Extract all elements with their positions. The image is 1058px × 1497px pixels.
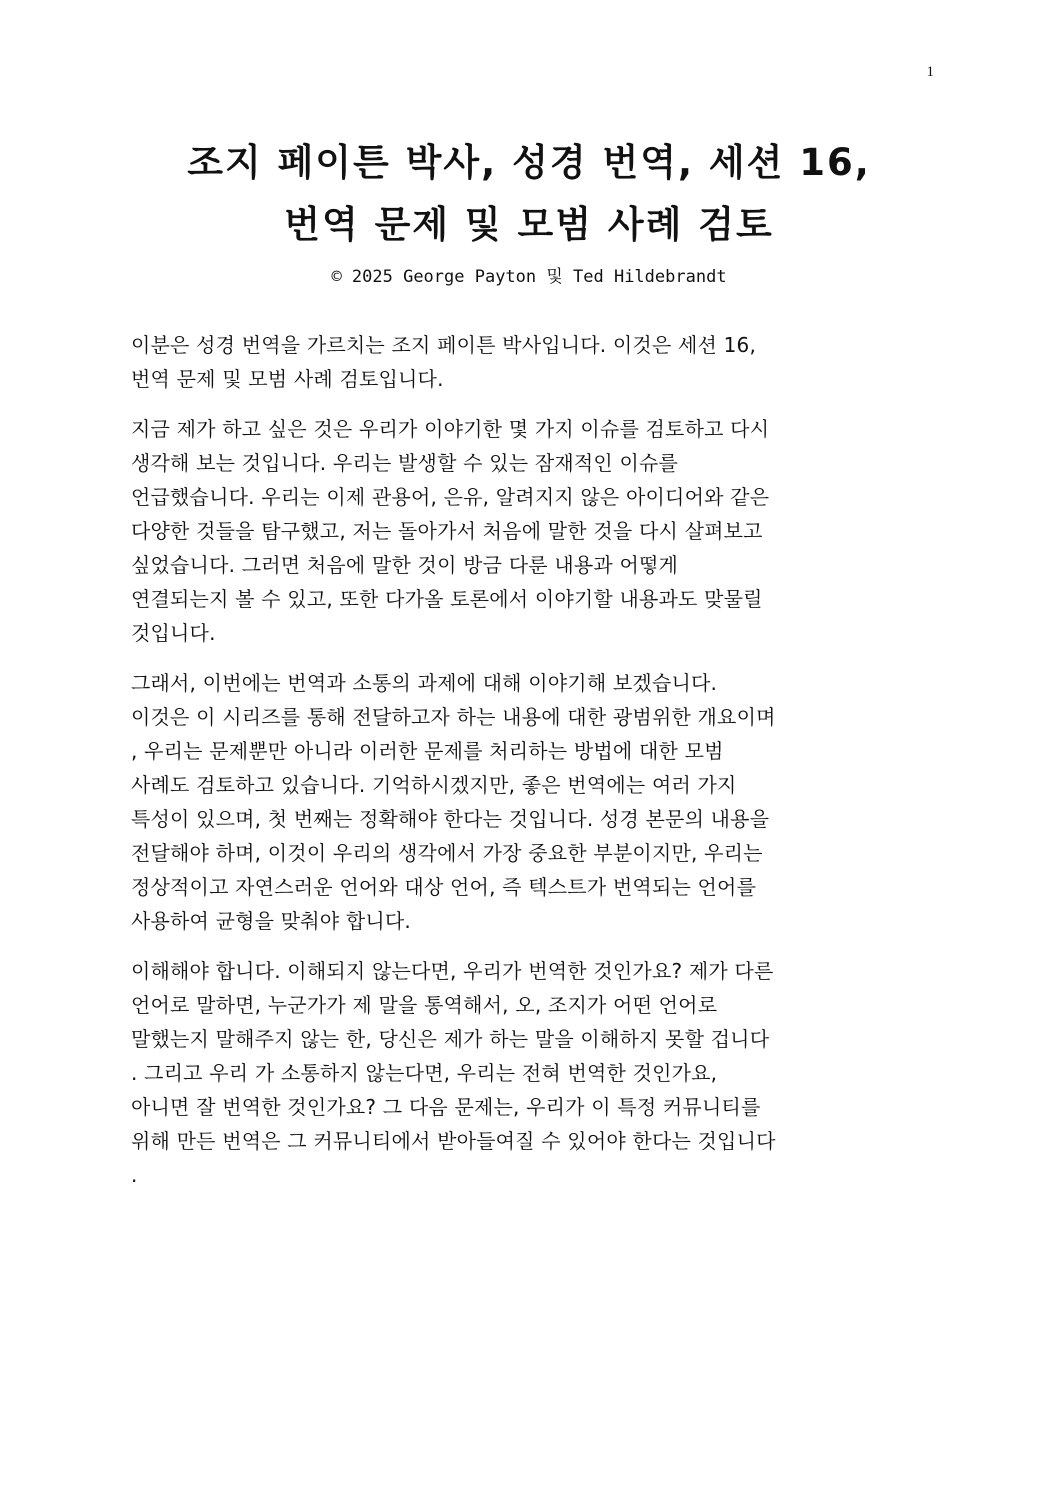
text-line: 특성이 있으며, 첫 번째는 정확해야 한다는 것입니다. 성경 본문의 내용을	[131, 807, 770, 831]
text-line: 번역 문제 및 모범 사례 검토입니다.	[131, 367, 444, 391]
text-line: 연결되는지 볼 수 있고, 또한 다가올 토론에서 이야기할 내용과도 맞물릴	[131, 587, 763, 611]
text-line: 지금 제가 하고 싶은 것은 우리가 이야기한 몇 가지 이슈를 검토하고 다시	[131, 417, 770, 441]
text-line: 말했는지 말해주지 않는 한, 당신은 제가 하는 말을 이해하지 못할 겁니다	[131, 1027, 770, 1051]
paragraph-4	[131, 954, 931, 1192]
text-line: 아니면 잘 번역한 것인가요? 그 다음 문제는, 우리가 이 특정 커뮤니티를	[131, 1095, 761, 1119]
text-line: 그래서, 이번에는 번역과 소통의 과제에 대해 이야기해 보겠습니다.	[131, 671, 718, 695]
text-line: 이해해야 합니다. 이해되지 않는다면, 우리가 번역한 것인가요? 제가 다른	[131, 959, 774, 983]
text-line: , 우리는 문제뿐만 아니라 이러한 문제를 처리하는 방법에 대한 모범	[131, 739, 724, 763]
copyright-notice: © 2025 George Payton 및 Ted Hildebrandt	[331, 267, 727, 287]
paragraph-1	[131, 328, 931, 396]
text-line: 싶었습니다. 그러면 처음에 말한 것이 방금 다룬 내용과 어떻게	[131, 553, 679, 577]
text-line: 정상적이고 자연스러운 언어와 대상 언어, 즉 텍스트가 번역되는 언어를	[131, 875, 757, 899]
text-line: 사례도 검토하고 있습니다. 기억하시겠지만, 좋은 번역에는 여러 가지	[131, 773, 737, 797]
text-line: .	[131, 1163, 138, 1187]
body-text	[131, 328, 931, 1208]
text-line: 언급했습니다. 우리는 이제 관용어, 은유, 알려지지 않은 아이디어와 같은	[131, 485, 770, 509]
text-line: 이분은 성경 번역을 가르치는 조지 페이튼 박사입니다. 이것은 세션 16,	[131, 333, 757, 357]
text-line: 것입니다.	[131, 621, 216, 645]
text-line: 이것은 이 시리즈를 통해 전달하고자 하는 내용에 대한 광범위한 개요이며	[131, 705, 776, 729]
title-line-2: 번역 문제 및 모범 사례 검토	[284, 203, 774, 246]
paragraph-2	[131, 412, 931, 650]
text-line: 생각해 보는 것입니다. 우리는 발생할 수 있는 잠재적인 이슈를	[131, 451, 679, 475]
text-line: 사용하여 균형을 맞춰야 합니다.	[131, 909, 411, 933]
title-block	[100, 132, 958, 290]
text-line: 전달해야 하며, 이것이 우리의 생각에서 가장 중요한 부분이지만, 우리는	[131, 841, 763, 865]
text-line: . 그리고 우리 가 소통하지 않는다면, 우리는 전혀 번역한 것인가요,	[131, 1061, 718, 1085]
text-line: 위해 만든 번역은 그 커뮤니티에서 받아들여질 수 있어야 한다는 것입니다	[131, 1129, 776, 1153]
text-line: 다양한 것들을 탐구했고, 저는 돌아가서 처음에 말한 것을 다시 살펴보고	[131, 519, 763, 543]
page-number: 1	[926, 64, 934, 80]
title-line-1: 조지 페이튼 박사, 성경 번역, 세션 16,	[187, 141, 871, 184]
text-line: 언어로 말하면, 누군가가 제 말을 통역해서, 오, 조지가 어떤 언어로	[131, 993, 718, 1017]
paragraph-3	[131, 666, 931, 938]
